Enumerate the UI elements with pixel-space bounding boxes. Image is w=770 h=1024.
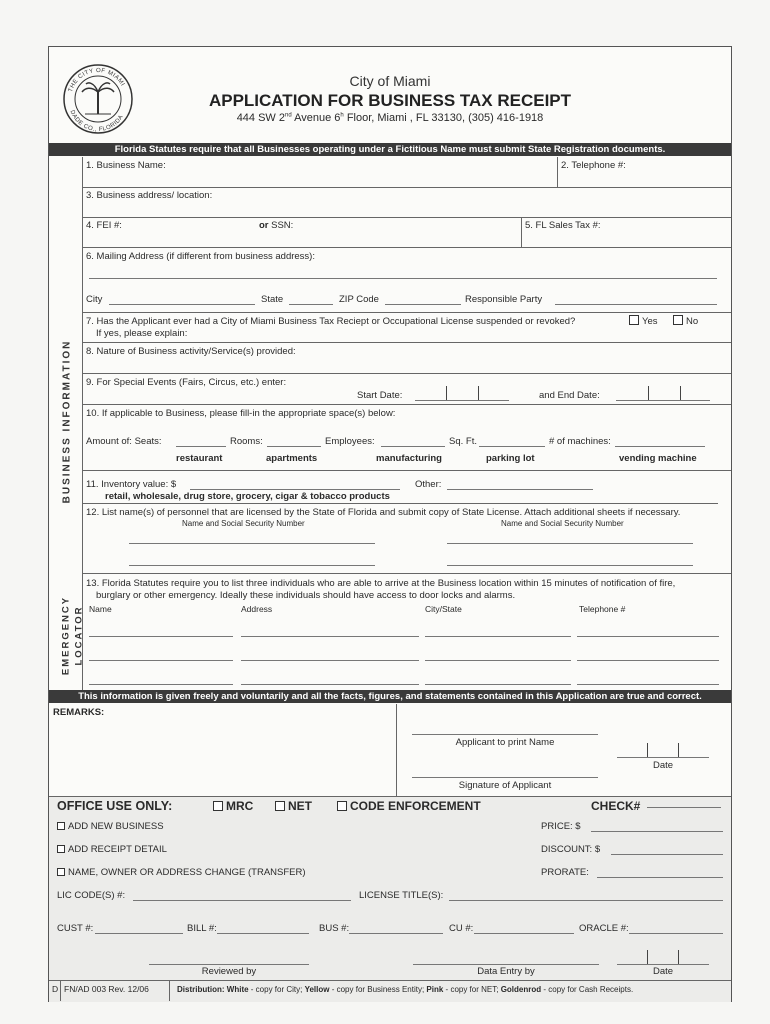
- sales-tax-input[interactable]: [525, 230, 725, 244]
- business-name-label: 1. Business Name:: [86, 160, 166, 171]
- responsible-party-label: Responsible Party: [465, 294, 543, 305]
- fictitious-name-banner: Florida Statutes require that all Businesses operating under a Fictitious Name must submit State Registration documents.: [49, 143, 731, 156]
- license-title-label: LICENSE TITLE(S):: [359, 890, 444, 901]
- business-address-label: 3. Business address/ location:: [86, 190, 213, 201]
- mrc-checkbox[interactable]: MRC: [213, 799, 253, 813]
- telephone-input[interactable]: [561, 171, 726, 185]
- vending-machine-label: vending machine: [619, 453, 697, 464]
- business-name-input[interactable]: [86, 171, 551, 185]
- personnel-3-input[interactable]: [129, 565, 375, 566]
- seats-input[interactable]: [176, 446, 226, 447]
- col-name: Name: [89, 604, 112, 614]
- emergency-contacts-label: 13. Florida Statutes require you to list three individuals who are able to arrive at the Business location within 15 minutes of notification of fire,: [86, 578, 676, 589]
- restaurant-label: restaurant: [176, 453, 223, 464]
- sqft-input[interactable]: [479, 446, 545, 447]
- code-enforcement-checkbox[interactable]: CODE ENFORCEMENT: [337, 799, 481, 813]
- form-number: FN/AD 003 Rev. 12/06: [64, 984, 149, 994]
- yes-box-icon: [629, 315, 639, 325]
- fei-label: 4. FEI #:: [86, 220, 122, 231]
- prorate-input[interactable]: [597, 877, 723, 878]
- fei-input[interactable]: [129, 230, 249, 244]
- signature-input[interactable]: [412, 777, 598, 778]
- suspended-question: 7. Has the Applicant ever had a City of Miami Business Tax Reciept or Occupational License suspended or revoked?: [86, 316, 576, 327]
- licensed-personnel-label: 12. List name(s) of personnel that are licensed by the State of Florida and submit copy of State License. Attach additional sheets if necessary.: [86, 507, 681, 518]
- no-checkbox[interactable]: No: [673, 315, 698, 327]
- mailing-address-line[interactable]: [89, 278, 717, 279]
- emergency-name-1[interactable]: [89, 636, 233, 637]
- sqft-label: Sq. Ft.: [449, 436, 477, 447]
- machines-input[interactable]: [615, 446, 705, 447]
- emergency-phone-3[interactable]: [577, 684, 719, 685]
- city-label: City: [86, 294, 103, 305]
- signature-label: Signature of Applicant: [458, 780, 552, 791]
- distribution-note: Distribution: White - copy for City; Yellow - copy for Business Entity; Pink - copy for NET; Goldenrod - copy for Cash Receipts.: [177, 985, 634, 994]
- emergency-address-2[interactable]: [241, 660, 419, 661]
- ssn-label: or SSN:: [259, 220, 294, 231]
- prorate-label: PRORATE:: [541, 867, 589, 878]
- apartments-label: apartments: [266, 453, 318, 464]
- office-address: 444 SW 2nd Avenue 6$^h$ Floor, Miami , FL 33130, (305) 416-1918: [236, 112, 544, 124]
- add-receipt-detail-option[interactable]: ADD RECEIPT DETAIL: [57, 844, 167, 855]
- lic-code-input[interactable]: [133, 900, 351, 901]
- emergency-city-3[interactable]: [425, 684, 571, 685]
- signature-date-input[interactable]: [617, 757, 709, 758]
- business-information-label: BUSINESS INFORMATION: [61, 339, 73, 504]
- inventory-label: 11. Inventory value: $: [86, 479, 177, 490]
- locator-label: LOCATOR: [73, 605, 85, 666]
- emergency-city-1[interactable]: [425, 636, 571, 637]
- employees-label: Employees:: [325, 436, 375, 447]
- no-box-icon: [673, 315, 683, 325]
- emergency-contacts-note: burglary or other emergency. Ideally these individuals should have access to door locks and alarms.: [96, 590, 516, 601]
- attestation-banner: This information is given freely and voluntarily and all the facts, figures, and statements contained in this Application are true and correct.: [49, 690, 731, 703]
- parking-lot-label: parking lot: [486, 453, 535, 464]
- name-change-option[interactable]: NAME, OWNER OR ADDRESS CHANGE (TRANSFER): [57, 867, 306, 878]
- state-label: State: [261, 294, 284, 305]
- cu-label: CU #:: [449, 923, 474, 934]
- application-form: [48, 46, 732, 1002]
- start-date-input[interactable]: [415, 400, 509, 401]
- emergency-name-3[interactable]: [89, 684, 233, 685]
- applicable-spaces-label: 10. If applicable to Business, please fill-in the appropriate space(s) below:: [86, 408, 396, 419]
- personnel-1-input[interactable]: [129, 543, 375, 544]
- other-label: Other:: [415, 479, 442, 490]
- emergency-address-1[interactable]: [241, 636, 419, 637]
- emergency-address-3[interactable]: [241, 684, 419, 685]
- sales-tax-label: 5. FL Sales Tax #:: [525, 220, 601, 231]
- reviewed-by-input[interactable]: [149, 964, 309, 965]
- col-address: Address: [241, 604, 273, 614]
- zip-label: ZIP Code: [339, 294, 379, 305]
- inventory-input[interactable]: [190, 489, 400, 490]
- col-telephone: Telephone #: [579, 604, 626, 614]
- name-ssn-label-left: Name and Social Security Number: [182, 519, 305, 528]
- city-input[interactable]: [109, 304, 255, 305]
- net-box-icon: [275, 801, 285, 811]
- remarks-label: REMARKS:: [53, 707, 105, 718]
- seats-label: Amount of: Seats:: [86, 436, 162, 447]
- name-ssn-label-right: Name and Social Security Number: [501, 519, 624, 528]
- remarks-input[interactable]: [53, 719, 393, 789]
- svg-text:THE CITY OF MIAMI: THE CITY OF MIAMI: [67, 67, 126, 93]
- reviewed-by-label: Reviewed by: [201, 966, 257, 977]
- bill-input[interactable]: [217, 933, 309, 934]
- emergency-name-2[interactable]: [89, 660, 233, 661]
- office-use-title: OFFICE USE ONLY:: [57, 799, 173, 813]
- office-date-input[interactable]: [617, 964, 709, 965]
- yes-checkbox[interactable]: Yes: [629, 315, 658, 327]
- manufacturing-label: manufacturing: [376, 453, 442, 464]
- emergency-phone-1[interactable]: [577, 636, 719, 637]
- data-entry-label: Data Entry by: [477, 966, 535, 977]
- nature-of-business-input[interactable]: [86, 357, 726, 371]
- form-title: APPLICATION FOR BUSINESS TAX RECEIPT: [208, 91, 572, 110]
- telephone-label: 2. Telephone #:: [561, 160, 626, 171]
- col-city-state: City/State: [425, 604, 462, 614]
- end-date-label: and End Date:: [539, 390, 600, 401]
- explain-label: If yes, please explain:: [96, 328, 188, 339]
- name-change-box-icon: [57, 868, 65, 876]
- responsible-party-input[interactable]: [555, 304, 717, 305]
- machines-label: # of machines:: [549, 436, 611, 447]
- net-checkbox[interactable]: NET: [275, 799, 312, 813]
- state-input[interactable]: [289, 304, 333, 305]
- personnel-4-input[interactable]: [447, 565, 693, 566]
- discount-input[interactable]: [611, 854, 723, 855]
- add-business-box-icon: [57, 822, 65, 830]
- footer-code: D: [52, 984, 59, 994]
- nature-of-business-label: 8. Nature of Business activity/Service(s) provided:: [86, 346, 296, 357]
- applicant-name-label: Applicant to print Name: [455, 737, 555, 748]
- lic-code-label: LIC CODE(S) #:: [57, 890, 126, 901]
- price-label: PRICE: $: [541, 821, 581, 832]
- code-enforcement-box-icon: [337, 801, 347, 811]
- data-entry-input[interactable]: [413, 964, 599, 965]
- svg-text:DADE CO., FLORIDA: DADE CO., FLORIDA: [68, 109, 125, 134]
- employees-input[interactable]: [381, 446, 445, 447]
- emergency-phone-2[interactable]: [577, 660, 719, 661]
- ssn-input[interactable]: [324, 230, 514, 244]
- emergency-city-2[interactable]: [425, 660, 571, 661]
- bill-label: BILL #:: [187, 923, 217, 934]
- mailing-address-label: 6. Mailing Address (if different from business address):: [86, 251, 315, 262]
- zip-input[interactable]: [385, 304, 461, 305]
- office-date-label: Date: [652, 966, 674, 977]
- personnel-2-input[interactable]: [447, 543, 693, 544]
- check-number-input[interactable]: [647, 807, 721, 808]
- oracle-label: ORACLE #:: [579, 923, 629, 934]
- bus-input[interactable]: [349, 933, 443, 934]
- cust-label: CUST #:: [57, 923, 94, 934]
- other-input[interactable]: [447, 489, 593, 490]
- add-receipt-box-icon: [57, 845, 65, 853]
- end-date-input[interactable]: [616, 400, 710, 401]
- check-number-label: CHECK#: [591, 799, 641, 813]
- rooms-label: Rooms:: [230, 436, 263, 447]
- city-name: City of Miami: [349, 73, 431, 89]
- signature-date-label: Date: [652, 760, 674, 771]
- start-date-label: Start Date:: [357, 390, 403, 401]
- mrc-box-icon: [213, 801, 223, 811]
- discount-label: DISCOUNT: $: [541, 844, 601, 855]
- cust-input[interactable]: [95, 933, 183, 934]
- inventory-categories: retail, wholesale, drug store, grocery, cigar & tobacco products: [105, 491, 390, 502]
- price-input[interactable]: [591, 831, 723, 832]
- emergency-label: EMERGENCY: [60, 595, 72, 676]
- special-events-label: 9. For Special Events (Fairs, Circus, etc.) enter:: [86, 377, 287, 388]
- oracle-input[interactable]: [629, 933, 723, 934]
- license-title-input[interactable]: [449, 900, 723, 901]
- business-address-input[interactable]: [86, 201, 726, 215]
- add-new-business-option[interactable]: ADD NEW BUSINESS: [57, 821, 164, 832]
- applicant-name-input[interactable]: [412, 734, 598, 735]
- bus-label: BUS #:: [319, 923, 350, 934]
- cu-input[interactable]: [474, 933, 574, 934]
- rooms-input[interactable]: [267, 446, 321, 447]
